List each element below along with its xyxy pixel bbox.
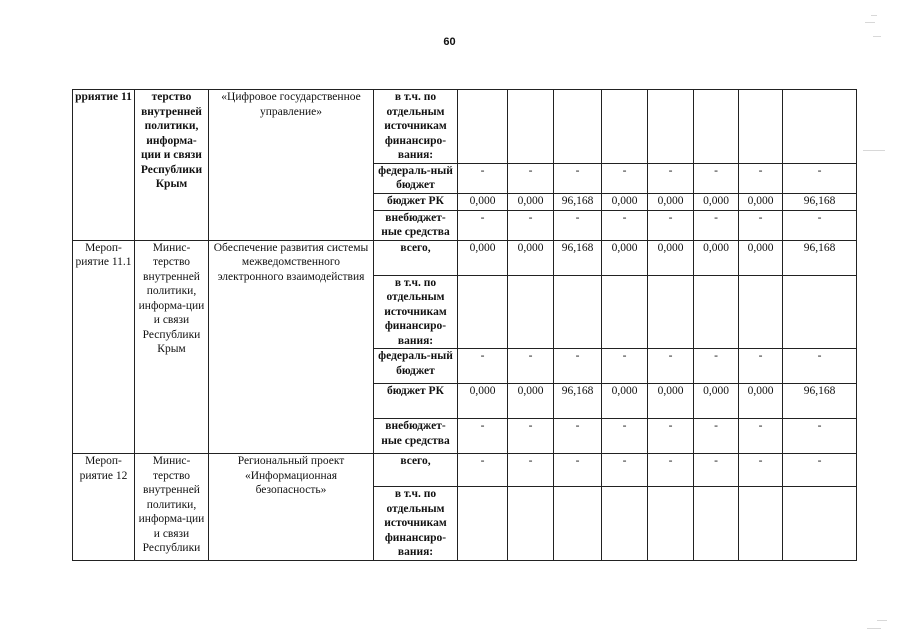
empty-cell (554, 90, 602, 164)
source-label-extra: внебюджет-ные средства (374, 210, 458, 240)
empty-cell (739, 275, 783, 349)
value-cell: - (648, 349, 694, 384)
value-cell: - (739, 454, 783, 487)
value-cell: 0,000 (508, 384, 554, 419)
value-cell: 96,168 (783, 240, 857, 275)
value-cell: - (694, 210, 739, 240)
table-row (73, 240, 857, 275)
empty-cell (602, 487, 648, 561)
empty-cell (508, 90, 554, 164)
source-label-fed: федераль-ный бюджет (374, 163, 458, 193)
value-cell: - (648, 210, 694, 240)
value-cell: 0,000 (508, 193, 554, 210)
scan-artifact (863, 0, 893, 640)
value-cell: - (602, 419, 648, 454)
program-name-cell: «Цифровое государственное управление» (209, 90, 374, 241)
value-cell: - (554, 210, 602, 240)
empty-cell (554, 275, 602, 349)
value-cell: - (458, 163, 508, 193)
value-cell: - (458, 419, 508, 454)
value-cell: - (694, 454, 739, 487)
action-cell: Мероп-риятие 11.1 (73, 240, 135, 454)
value-cell: 0,000 (458, 193, 508, 210)
empty-cell (694, 275, 739, 349)
organization-cell: Минис-терство внутренней политики, информа-ции и связи Республики (135, 454, 209, 561)
empty-cell (554, 487, 602, 561)
value-cell: 96,168 (783, 384, 857, 419)
value-cell: - (458, 454, 508, 487)
table-row (73, 90, 857, 164)
value-cell: 0,000 (602, 240, 648, 275)
empty-cell (783, 487, 857, 561)
value-cell: 96,168 (554, 384, 602, 419)
value-cell: - (694, 163, 739, 193)
value-cell: 0,000 (694, 193, 739, 210)
value-cell: - (554, 163, 602, 193)
empty-cell (648, 487, 694, 561)
empty-cell (739, 487, 783, 561)
value-cell: 96,168 (554, 240, 602, 275)
value-cell: - (783, 454, 857, 487)
value-cell: - (602, 349, 648, 384)
value-cell: 0,000 (694, 240, 739, 275)
value-cell: - (458, 210, 508, 240)
value-cell: - (783, 349, 857, 384)
value-cell: 0,000 (739, 384, 783, 419)
value-cell: - (554, 454, 602, 487)
organization-cell: Минис-терство внутренней политики, информа-ции и связи Республики Крым (135, 240, 209, 454)
value-cell: - (648, 163, 694, 193)
value-cell: - (739, 163, 783, 193)
action-cell: рриятие 11 (73, 90, 135, 241)
source-label-fed: федераль-ный бюджет (374, 349, 458, 384)
action-cell: Мероп-риятие 12 (73, 454, 135, 561)
value-cell: 0,000 (602, 384, 648, 419)
value-cell: - (648, 419, 694, 454)
value-cell: 96,168 (554, 193, 602, 210)
program-name-cell: Региональный проект «Информационная безопасность» (209, 454, 374, 561)
value-cell: - (783, 210, 857, 240)
source-label-total: всего, (374, 454, 458, 487)
empty-cell (602, 275, 648, 349)
value-cell: - (694, 419, 739, 454)
empty-cell (739, 90, 783, 164)
empty-cell (508, 275, 554, 349)
value-cell: 0,000 (602, 193, 648, 210)
value-cell: - (508, 210, 554, 240)
empty-cell (508, 487, 554, 561)
value-cell: - (694, 349, 739, 384)
source-label-sub_src: в т.ч. по отдельным источникам финансиро-вания: (374, 275, 458, 349)
source-label-sub_src: в т.ч. по отдельным источникам финансиро-вания: (374, 90, 458, 164)
value-cell: - (554, 349, 602, 384)
source-label-total: всего, (374, 240, 458, 275)
empty-cell (694, 90, 739, 164)
empty-cell (783, 90, 857, 164)
value-cell: 0,000 (739, 193, 783, 210)
page-number: 60 (443, 36, 456, 48)
value-cell: - (739, 210, 783, 240)
value-cell: - (739, 349, 783, 384)
empty-cell (783, 275, 857, 349)
value-cell: - (508, 454, 554, 487)
value-cell: 96,168 (783, 193, 857, 210)
source-label-sub_src: в т.ч. по отдельным источникам финансиро-вания: (374, 487, 458, 561)
value-cell: 0,000 (648, 384, 694, 419)
source-label-extra: внебюджет-ные средства (374, 419, 458, 454)
value-cell: - (602, 210, 648, 240)
empty-cell (458, 90, 508, 164)
value-cell: - (602, 163, 648, 193)
value-cell: 0,000 (458, 240, 508, 275)
empty-cell (458, 487, 508, 561)
value-cell: 0,000 (458, 384, 508, 419)
empty-cell (458, 275, 508, 349)
value-cell: - (458, 349, 508, 384)
program-name-cell: Обеспечение развития системы межведомственного электронного взаимодействия (209, 240, 374, 454)
budget-table (72, 89, 857, 561)
empty-cell (694, 487, 739, 561)
empty-cell (602, 90, 648, 164)
value-cell: 0,000 (648, 193, 694, 210)
source-label-rk: бюджет РК (374, 193, 458, 210)
value-cell: - (554, 419, 602, 454)
value-cell: - (508, 163, 554, 193)
value-cell: 0,000 (648, 240, 694, 275)
value-cell: 0,000 (508, 240, 554, 275)
value-cell: - (508, 349, 554, 384)
value-cell: - (783, 419, 857, 454)
empty-cell (648, 275, 694, 349)
value-cell: - (602, 454, 648, 487)
empty-cell (648, 90, 694, 164)
value-cell: - (508, 419, 554, 454)
value-cell: - (783, 163, 857, 193)
value-cell: 0,000 (694, 384, 739, 419)
value-cell: - (648, 454, 694, 487)
source-label-rk: бюджет РК (374, 384, 458, 419)
value-cell: 0,000 (739, 240, 783, 275)
value-cell: - (739, 419, 783, 454)
organization-cell: терство внутренней политики, информа-ции и связи Республики Крым (135, 90, 209, 241)
table-row (73, 454, 857, 487)
